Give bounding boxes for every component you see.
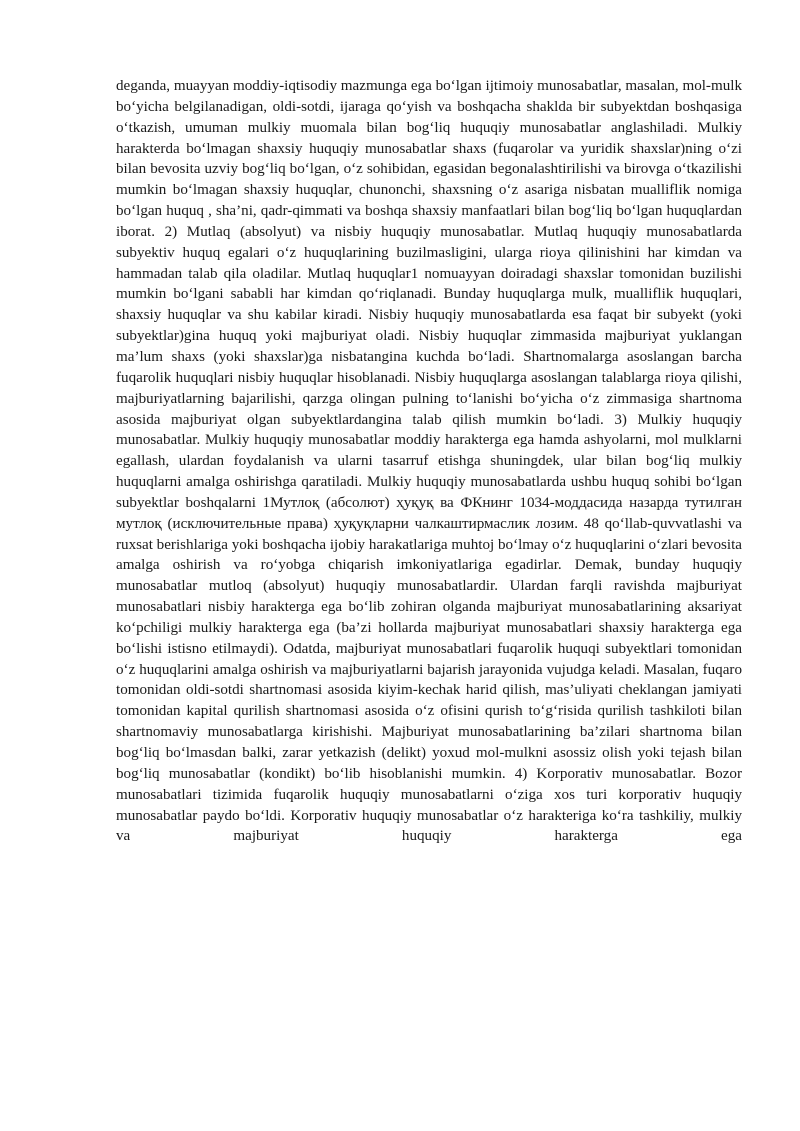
paragraph: deganda, muayyan moddiy-iqtisodiy mazmunga ega boʻlgan ijtimoiy munosabatlar, masalan, mol-mulk boʻyicha belgilanadigan, oldi-sotdi, ijaraga qoʻyish va boshqacha shaklda bir subyektdan boshqasiga oʻtkazish, umuman mulkiy muomala bilan bogʻliq huquqiy munosabatlar anglashiladi. Mulkiy harakterda boʻlmagan shaxsiy huquqiy munosabatlar shaxs (fuqarolar va yuridik shaxslar)ning oʻzi bilan bevosita uzviy bogʻliq boʻlgan, oʻz sohibidan, egasidan begonalashtirilishi va birovga oʻtkazilishi mumkin boʻlmagan shaxsiy huquqlar, chunonchi, shaxsning oʻz asariga nisbatan mualliflik nomiga boʻlgan huquq , sha’ni, qadr-qimmati va boshqa shaxsiy manfaatlari bilan bogʻliq boʻlgan huquqlardan iborat. 2) Mutlaq (absolyut) va nisbiy huquqiy munosabatlar. Mutlaq huquqiy munosabatlarda subyektiv huquq egalari oʻz huquqlarining buzilmasligini, ularga rioya qilinishini har kimdan va hammadan talab qila oladilar. Mutlaq huquqlar1 nomuayyan doiradagi shaxslar tomonidan buzilishi mumkin boʻlgani sababli har kimdan qoʻriqlanadi. Bunday huquqlarga mulk, mualliflik huquqlari, shaxsiy huquqlar va shu kabilar kiradi. Nisbiy huquqiy munosabatlarda esa faqat bir subyekt (yoki subyektlar)gina huquq yoki majburiyat oladi. Nisbiy huquqlar zimmasida majburiyat yuklangan ma’lum shaxs (yoki shaxslar)ga nisbatangina kuchda boʻladi. Shartnomalarga asoslangan barcha fuqarolik huquqlari nisbiy huquqlar hisoblanadi. Nisbiy huquqlarga asoslangan talablarga rioya qilishi, majburiyatlarning bajarilishi, qarzga olingan pulning toʻlanishi boʻyicha oʻz zimmasiga shartnoma asosida majburiyat olgan subyektlardangina talab qilish mumkin boʻladi. 3) Mulkiy huquqiy munosabatlar. Mulkiy huquqiy munosabatlar moddiy harakterga ega hamda ashyolarni, mol mulklarni egallash, ulardan foydalanish va ularni tasarruf etishga shuningdek, ular bilan bogʻliq mulkiy huquqlarni amalga oshirishga qaratiladi. Mulkiy huquqiy munosabatlarda ushbu huquq sohibi boʻlgan subyektlar boshqalarni 1Мутлоқ (абсолют) ҳуқуқ ва ФКнинг 1034-моддасида назарда тутилган мутлоқ (исключительные права) ҳуқуқларни чалкаштирмаслик лозим. 48 qoʻllab-quvvatlashi va ruxsat berishlariga yoki boshqacha ijobiy harakatlariga muhtoj boʻlmay oʻz huquqlarini oʻzlari bevosita amalga oshirish va roʻyobga chiqarish imkoniyatlariga egadirlar. Demak, bunday huquqiy munosabatlar mutloq (absolyut) huquqiy munosabatlardir. Ulardan farqli ravishda majburiyat munosabatlari nisbiy harakterga ega boʻlib zohiran olganda majburiyat munosabatlarining aksariyat koʻpchiligi mulkiy harakterga ega (ba’zi hollarda majburiyat munosabatlari shaxsiy harakterga ega boʻlishi istisno etilmaydi). Odatda, majburiyat munosabatlari fuqarolik huquqi subyektlari tomonidan oʻz huquqlarini amalga oshirish va majburiyatlarni bajarish jarayonida vujudga keladi. Masalan, fuqaro tomonidan oldi-sotdi shartnomasi asosida kiyim-kechak harid qilish, mas’uliyati cheklangan jamiyati tomonidan kapital qurilish shartnomasi asosida oʻz ofisini qurish toʻgʻrisida qurilish tashkiloti bilan shartnomaviy munosabatlarga kirishishi. Majburiyat munosabatlarining ba’zilari shartnoma bilan bogʻliq boʻlmasdan balki, zarar yetkazish (delikt) yoxud mol-mulkni asossiz olish yoki tejash bilan bogʻliq munosabatlar (kondikt) boʻlib hisoblanishi mumkin. 4) Korporativ munosabatlar. Bozor munosabatlari tizimida fuqarolik huquqiy munosabatlarni oʻziga xos turi korporativ huquqiy munosabatlar paydo boʻldi. Korporativ huquqiy munosabatlar oʻz harakteriga koʻra tashkiliy, mulkiy va majburiyat huquqiy harakterga ega — [116, 78, 742, 845]
body-text — [116, 76, 742, 847]
